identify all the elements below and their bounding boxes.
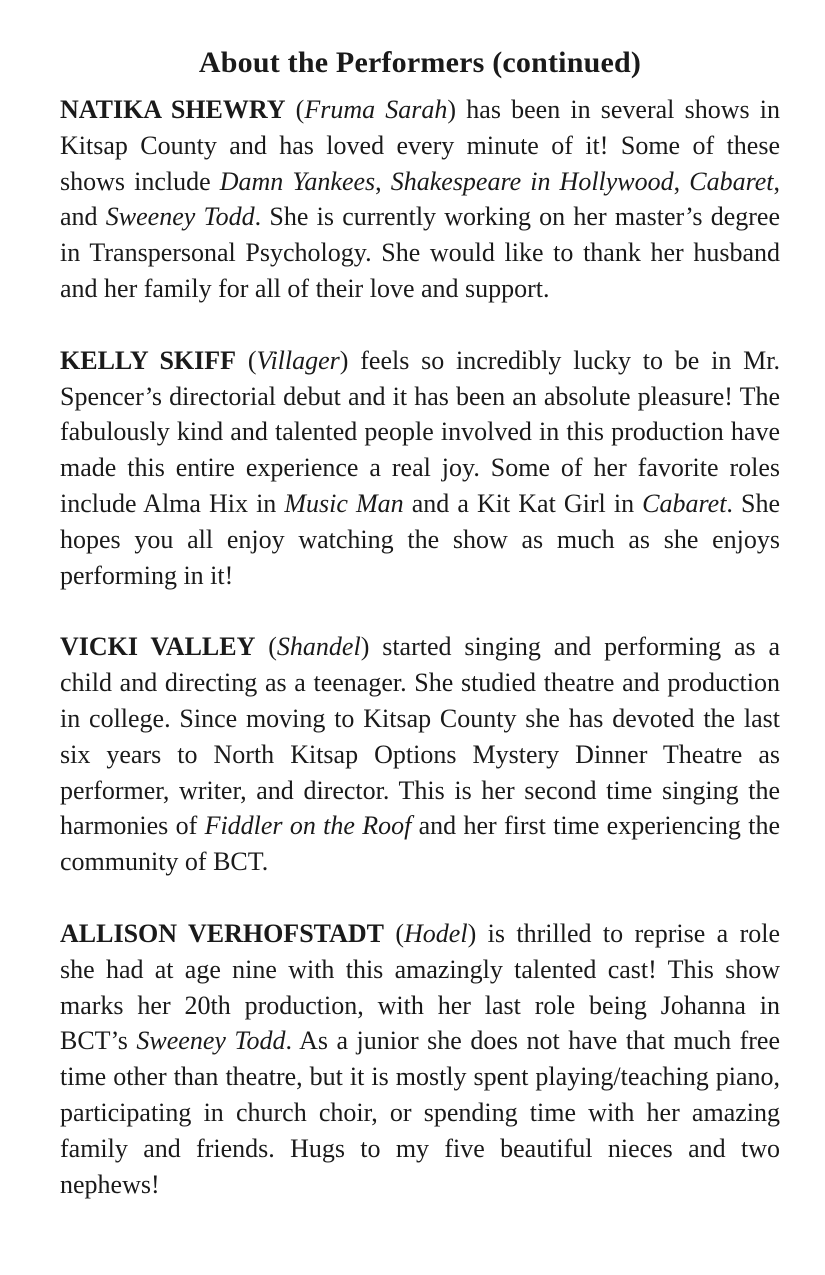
role-name: Fruma Sarah (304, 95, 448, 124)
bio-text: has been in several shows in Kitsap County and has loved every minute of it! Some of these shows include (60, 95, 780, 196)
show-title: Damn Yankees (219, 166, 376, 196)
bio-text: . She is currently working on her master’s degree in Transpersonal Psychology. She would like to thank her husband and her family for all of their love and support. (60, 202, 781, 303)
show-title: Shakespeare in Hollywood (390, 166, 674, 196)
bio-kelly-skiff: KELLY SKIFF (Villager) feels so incredibly lucky to be in Mr. Spencer’s directorial debut and it has been an absolute pleasure! The fabulously kind and talented people involved in this production have made this entire experience a real joy. Some of her favorite roles include Alma Hix in Music Man and a Kit Kat Girl in Cabaret. She hopes you all enjoy watching the show as much as she enjoys performing in it! (60, 345, 780, 590)
bio-text: feels so incredibly lucky to be in Mr. Spencer’s directorial debut and it has been an absolute pleasure! The fabulously kind and talented people involved in this production have made this entire experience a real joy. Some of her favorite roles include Alma Hix in (60, 345, 780, 518)
performer-name: ALLISON VERHOFSTADT (60, 918, 384, 948)
bio-natika-shewry: NATIKA SHEWRY (Fruma Sarah) has been in several shows in Kitsap County and has loved every minute of it! Some of these shows include Damn Yankees, Shakespeare in Hollywood, Cabaret, and Sweeney Todd. She is currently working on her master’s degree in Transpersonal Psychology. She would like to thank her husband and her family for all of their love and support. (60, 95, 781, 303)
bio-text: started singing and performing as a child and directing as a teenager. She studied theatre and production in college. Since moving to Kitsap County she has devoted the last six years to North Kitsap Options Mystery Dinner Theatre as performer, writer, and director. This is her second time singing the harmonies of (60, 632, 781, 841)
show-title: Cabaret (689, 166, 774, 196)
show-title: Sweeney Todd (105, 202, 255, 232)
bio-text: , and (60, 166, 780, 232)
program-page (60, 40, 780, 1202)
bio-text: is thrilled to reprise a role she had at age nine with this amazingly talented cast! This show marks her 20th production, with her last role being Johanna in BCT’s (60, 918, 780, 1056)
performer-name: NATIKA SHEWRY (60, 95, 286, 124)
role-name: Shandel (276, 632, 361, 662)
page-title: About the Performers (continued) (198, 46, 642, 79)
bio-vicki-valley: VICKI VALLEY (Shandel) started singing and performing as a child and directing as a teenager. She studied theatre and production in college. Since moving to Kitsap County she has devoted the last six years to North Kitsap Options Mystery Dinner Theatre as performer, writer, and director. This is her second time singing the harmonies of Fiddler on the Roof and her first time experiencing the community of BCT. (60, 632, 781, 877)
bio-text: and a Kit Kat Girl in (403, 488, 643, 518)
role-name: Villager (256, 345, 340, 375)
show-title: Music Man (284, 488, 404, 518)
show-title: Fiddler on the Roof (204, 811, 412, 841)
bio-text: and her first time experiencing the community of BCT. (60, 811, 780, 877)
bio-text: . As a junior she does not have that much free time other than theatre, but it is mostly spent playing/teaching piano, participating in church choir, or spending time with her amazing family and friends. Hugs to my five beautiful nieces and two nephews! (60, 1026, 780, 1199)
performer-name: VICKI VALLEY (60, 632, 256, 662)
performer-name: KELLY SKIFF (60, 345, 237, 375)
bio-allison-verhofstadt: ALLISON VERHOFSTADT (Hodel) is thrilled to reprise a role she had at age nine with this amazingly talented cast! This show marks her 20th production, with her last role being Johanna in BCT’s Sweeney Todd. As a junior she does not have that much free time other than theatre, but it is mostly spent playing/teaching piano, participating in church choir, or spending time with her amazing family and friends. Hugs to my five beautiful nieces and two nephews! (60, 918, 780, 1199)
show-title: Sweeney Todd (136, 1026, 286, 1056)
show-title: Cabaret (642, 488, 727, 518)
role-name: Hodel (404, 918, 468, 948)
bio-text: , (375, 166, 391, 196)
bio-text: . She hopes you all enjoy watching the show as much as she enjoys performing in it! (60, 488, 780, 590)
bio-text: , (673, 166, 690, 196)
